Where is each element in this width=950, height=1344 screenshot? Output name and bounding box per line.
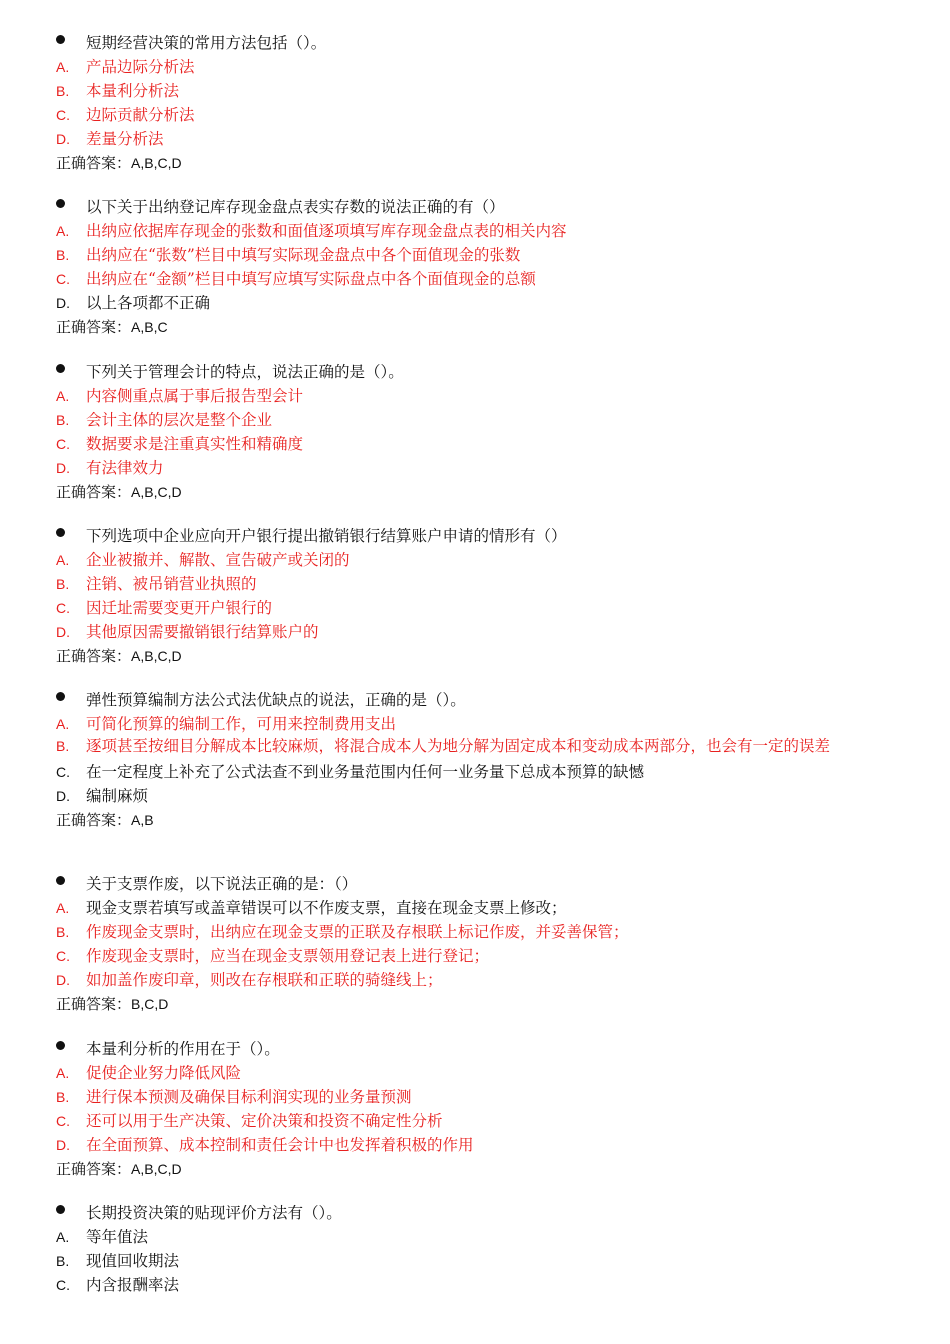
- option-b: [56, 79, 896, 103]
- option-text: 会计主体的层次是整个企业: [86, 411, 273, 429]
- answer-value: A,B,C,D: [131, 1161, 182, 1177]
- option-b: [56, 572, 896, 596]
- option-letter: B.: [56, 738, 70, 754]
- option-letter: A.: [56, 552, 70, 568]
- option-letter: B.: [56, 247, 70, 263]
- option-c: [56, 596, 896, 620]
- option-text: 等年值法: [86, 1228, 149, 1246]
- option-d: [56, 968, 896, 992]
- option-text: 出纳应在“金额”栏目中填写应填写实际盘点中各个面值现金的总额: [86, 270, 536, 288]
- option-text: 在全面预算、成本控制和责任会计中也发挥着积极的作用: [86, 1136, 474, 1154]
- option-a: [56, 219, 896, 243]
- option-text: 因迁址需要变更开户银行的: [86, 599, 273, 617]
- question-4: [56, 524, 896, 668]
- answer-value: A,B,C,D: [131, 155, 182, 171]
- option-letter: B.: [56, 1253, 70, 1269]
- option-letter: D.: [56, 460, 70, 476]
- option-d: [56, 127, 896, 151]
- question-stem-text: 下列关于管理会计的特点，说法正确的是（）。: [86, 363, 404, 381]
- option-a: [56, 1061, 896, 1085]
- option-text: 在一定程度上补充了公式法查不到业务量范围内任何一业务量下总成本预算的缺憾: [86, 763, 645, 781]
- option-text: 如加盖作废印章，则改在存根联和正联的骑缝线上；: [86, 971, 443, 989]
- answer-value: A,B: [131, 812, 154, 828]
- option-letter: C.: [56, 600, 70, 616]
- option-text: 企业被撤并、解散、宣告破产或关闭的: [86, 551, 350, 569]
- question-stem: [56, 1037, 896, 1061]
- option-letter: D.: [56, 295, 70, 311]
- option-letter: D.: [56, 1137, 70, 1153]
- option-text: 可简化预算的编制工作，可用来控制费用支出: [86, 715, 397, 733]
- question-5: [56, 688, 896, 832]
- question-stem: [56, 524, 896, 548]
- option-text: 本量利分析法: [86, 82, 180, 100]
- option-c: [56, 432, 896, 456]
- option-letter: C.: [56, 1113, 70, 1129]
- answer-line: [56, 315, 896, 339]
- option-c: [56, 944, 896, 968]
- option-letter: A.: [56, 716, 70, 732]
- option-letter: A.: [56, 1065, 70, 1081]
- question-2: [56, 195, 896, 339]
- option-text: 编制麻烦: [86, 787, 149, 805]
- option-c: [56, 267, 896, 291]
- option-text: 还可以用于生产决策、定价决策和投资不确定性分析: [86, 1112, 443, 1130]
- option-text: 边际贡献分析法: [86, 106, 195, 124]
- answer-value: A,B,C,D: [131, 648, 182, 664]
- option-letter: C.: [56, 436, 70, 452]
- question-7: [56, 1037, 896, 1181]
- option-letter: C.: [56, 764, 70, 780]
- answer-label: 正确答案：: [56, 318, 132, 336]
- option-letter: B.: [56, 1089, 70, 1105]
- option-text: 促使企业努力降低风险: [86, 1064, 242, 1082]
- option-letter: D.: [56, 788, 70, 804]
- answer-label: 正确答案：: [56, 1160, 132, 1178]
- option-c: [56, 103, 896, 127]
- question-stem-text: 以下关于出纳登记库存现金盘点表实存数的说法正确的有（）: [86, 198, 505, 216]
- option-a: [56, 384, 896, 408]
- option-text: 现金支票若填写或盖章错误可以不作废支票，直接在现金支票上修改；: [86, 899, 567, 917]
- option-b: [56, 408, 896, 432]
- bullet-icon: [56, 692, 65, 701]
- option-d: [56, 620, 896, 644]
- option-letter: A.: [56, 223, 70, 239]
- option-text: 作废现金支票时，出纳应在现金支票的正联及存根联上标记作废，并妥善保管；: [86, 923, 629, 941]
- option-text: 数据要求是注重真实性和精确度: [86, 435, 304, 453]
- option-a: [56, 55, 896, 79]
- option-b: [56, 1249, 896, 1273]
- bullet-icon: [56, 528, 65, 537]
- option-d: [56, 291, 896, 315]
- option-b: [56, 920, 896, 944]
- option-a: [56, 896, 896, 920]
- question-stem-text: 本量利分析的作用在于（）。: [86, 1040, 280, 1058]
- option-b: [56, 243, 896, 267]
- option-letter: B.: [56, 576, 70, 592]
- question-8: [56, 1201, 896, 1297]
- bullet-icon: [56, 364, 65, 373]
- bullet-icon: [56, 876, 65, 885]
- option-letter: A.: [56, 59, 70, 75]
- answer-line: [56, 808, 896, 832]
- question-stem: [56, 872, 896, 896]
- answer-value: B,C,D: [131, 996, 169, 1012]
- option-text: 注销、被吊销营业执照的: [86, 575, 257, 593]
- option-letter: D.: [56, 624, 70, 640]
- option-letter: C.: [56, 271, 70, 287]
- option-letter: B.: [56, 83, 70, 99]
- option-text: 逐项甚至按细目分解成本比较麻烦，将混合成本人为地分解为固定成本和变动成本两部分，也会有一定的误差: [86, 737, 831, 755]
- option-letter: B.: [56, 412, 70, 428]
- question-stem-text: 短期经营决策的常用方法包括（）。: [86, 34, 327, 52]
- question-1: [56, 31, 896, 175]
- answer-line: [56, 992, 896, 1016]
- option-text: 有法律效力: [86, 459, 164, 477]
- question-6: [56, 872, 896, 1016]
- answer-value: A,B,C,D: [131, 484, 182, 500]
- option-c: [56, 1109, 896, 1133]
- option-letter: D.: [56, 972, 70, 988]
- question-stem-text: 长期投资决策的贴现评价方法有（）。: [86, 1204, 342, 1222]
- option-c: [56, 1273, 896, 1297]
- option-a: [56, 1225, 896, 1249]
- option-letter: A.: [56, 900, 70, 916]
- option-letter: B.: [56, 924, 70, 940]
- option-text: 内容侧重点属于事后报告型会计: [86, 387, 304, 405]
- answer-label: 正确答案：: [56, 154, 132, 172]
- answer-label: 正确答案：: [56, 811, 132, 829]
- question-stem-text: 关于支票作废，以下说法正确的是：（）: [86, 875, 358, 893]
- option-b: [56, 736, 896, 760]
- option-letter: A.: [56, 1229, 70, 1245]
- option-d: [56, 1133, 896, 1157]
- answer-label: 正确答案：: [56, 647, 132, 665]
- answer-value: A,B,C: [131, 319, 168, 335]
- question-stem: [56, 31, 896, 55]
- option-text: 其他原因需要撤销银行结算账户的: [86, 623, 319, 641]
- option-letter: C.: [56, 1277, 70, 1293]
- question-3: [56, 360, 896, 504]
- option-letter: A.: [56, 388, 70, 404]
- question-stem-text: 下列选项中企业应向开户银行提出撤销银行结算账户申请的情形有（）: [86, 527, 567, 545]
- option-d: [56, 456, 896, 480]
- option-b: [56, 1085, 896, 1109]
- bullet-icon: [56, 35, 65, 44]
- question-stem: [56, 688, 896, 712]
- answer-line: [56, 151, 896, 175]
- answer-label: 正确答案：: [56, 483, 132, 501]
- option-text: 产品边际分析法: [86, 58, 195, 76]
- answer-line: [56, 644, 896, 668]
- option-letter: C.: [56, 107, 70, 123]
- answer-line: [56, 1157, 896, 1181]
- option-d: [56, 784, 896, 808]
- question-stem-text: 弹性预算编制方法公式法优缺点的说法，正确的是（）。: [86, 691, 466, 709]
- answer-line: [56, 480, 896, 504]
- question-stem: [56, 195, 896, 219]
- option-text: 进行保本预测及确保目标利润实现的业务量预测: [86, 1088, 412, 1106]
- option-a: [56, 712, 896, 736]
- answer-label: 正确答案：: [56, 995, 132, 1013]
- question-stem: [56, 360, 896, 384]
- option-text: 内含报酬率法: [86, 1276, 180, 1294]
- question-stem: [56, 1201, 896, 1225]
- option-a: [56, 548, 896, 572]
- option-c: [56, 760, 896, 784]
- option-letter: D.: [56, 131, 70, 147]
- option-text: 以上各项都不正确: [86, 294, 211, 312]
- bullet-icon: [56, 1205, 65, 1214]
- option-text: 差量分析法: [86, 130, 164, 148]
- option-letter: C.: [56, 948, 70, 964]
- option-text: 出纳应在“张数”栏目中填写实际现金盘点中各个面值现金的张数: [86, 246, 521, 264]
- option-text: 现值回收期法: [86, 1252, 180, 1270]
- bullet-icon: [56, 1041, 65, 1050]
- bullet-icon: [56, 199, 65, 208]
- option-text: 作废现金支票时，应当在现金支票领用登记表上进行登记；: [86, 947, 490, 965]
- option-text: 出纳应依据库存现金的张数和面值逐项填写库存现金盘点表的相关内容: [86, 222, 567, 240]
